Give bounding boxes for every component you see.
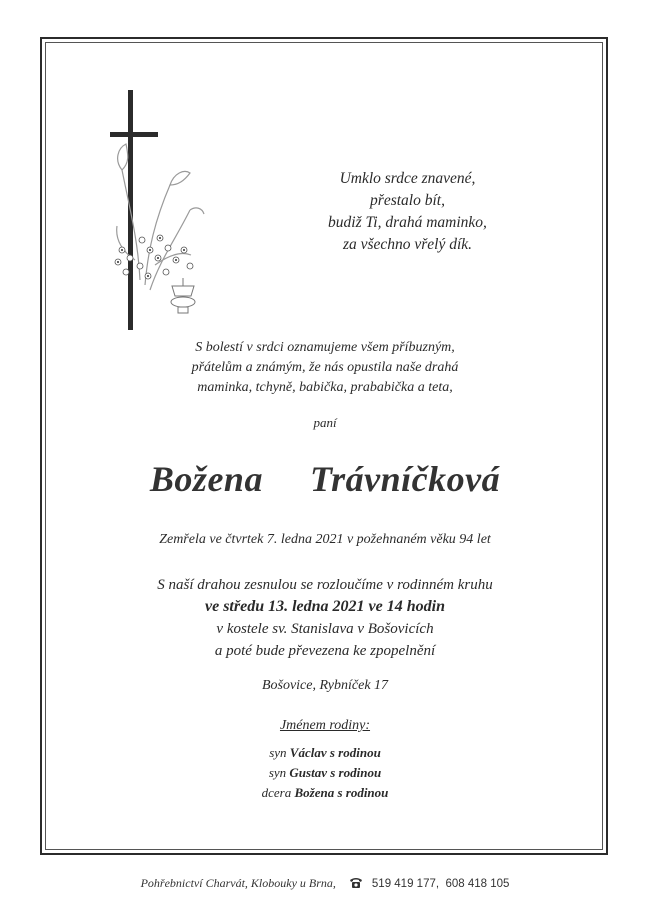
family-member-name: Václav s rodinou	[289, 745, 381, 760]
farewell-line: S naší drahou zesnulou se rozloučíme v rodinném kruhu	[157, 577, 493, 593]
farewell-place: v kostele sv. Stanislava v Bošovicích	[216, 621, 434, 637]
poem-line: přestalo bít,	[370, 192, 445, 209]
poem-line: za všechno vřelý dík.	[342, 236, 473, 253]
family-relation: syn	[269, 745, 287, 760]
family-member-name: Gustav s rodinou	[289, 765, 382, 780]
announcement-line: maminka, tchyně, babička, prababička a teta,	[197, 380, 453, 395]
deceased-name: Božena Trávníčková	[149, 459, 501, 499]
farewell-info	[0, 574, 650, 662]
address: Bošovice, Rybníček 17	[261, 678, 389, 693]
family-heading: Jménem rodiny:	[279, 718, 371, 733]
poem	[300, 168, 515, 256]
family-relation: dcera	[261, 785, 292, 800]
footer	[0, 876, 650, 891]
phone-icon	[349, 877, 363, 889]
farewell-note: a poté bude převezena ke zpopelnění	[214, 643, 436, 659]
poem-line: Umklo srdce znavené,	[339, 170, 476, 187]
family-member-name: Božena s rodinou	[294, 785, 389, 800]
cross-with-flowers-icon	[100, 90, 220, 335]
farewell-date: ve středu 13. ledna 2021 ve 14 hodin	[205, 598, 445, 615]
family-member	[0, 743, 650, 763]
family-list	[0, 743, 650, 803]
family-relation: syn	[268, 765, 287, 780]
announcement	[0, 338, 650, 398]
death-line: Zemřela ve čtvrtek 7. ledna 2021 v požehnaném věku 94 let	[159, 532, 491, 547]
funeral-company: Pohřebnictví Charvát, Klobouky u Brna,	[140, 876, 336, 890]
family-member	[0, 763, 650, 783]
poem-line: budiž Ti, drahá maminko,	[328, 214, 487, 231]
family-member	[0, 783, 650, 803]
title-word: paní	[313, 415, 337, 430]
announcement-line: přátelům a známým, že nás opustila naše drahá	[191, 360, 459, 375]
announcement-line: S bolestí v srdci oznamujeme všem příbuzným,	[195, 340, 455, 355]
phone-numbers: 519 419 177, 608 418 105	[371, 878, 510, 890]
